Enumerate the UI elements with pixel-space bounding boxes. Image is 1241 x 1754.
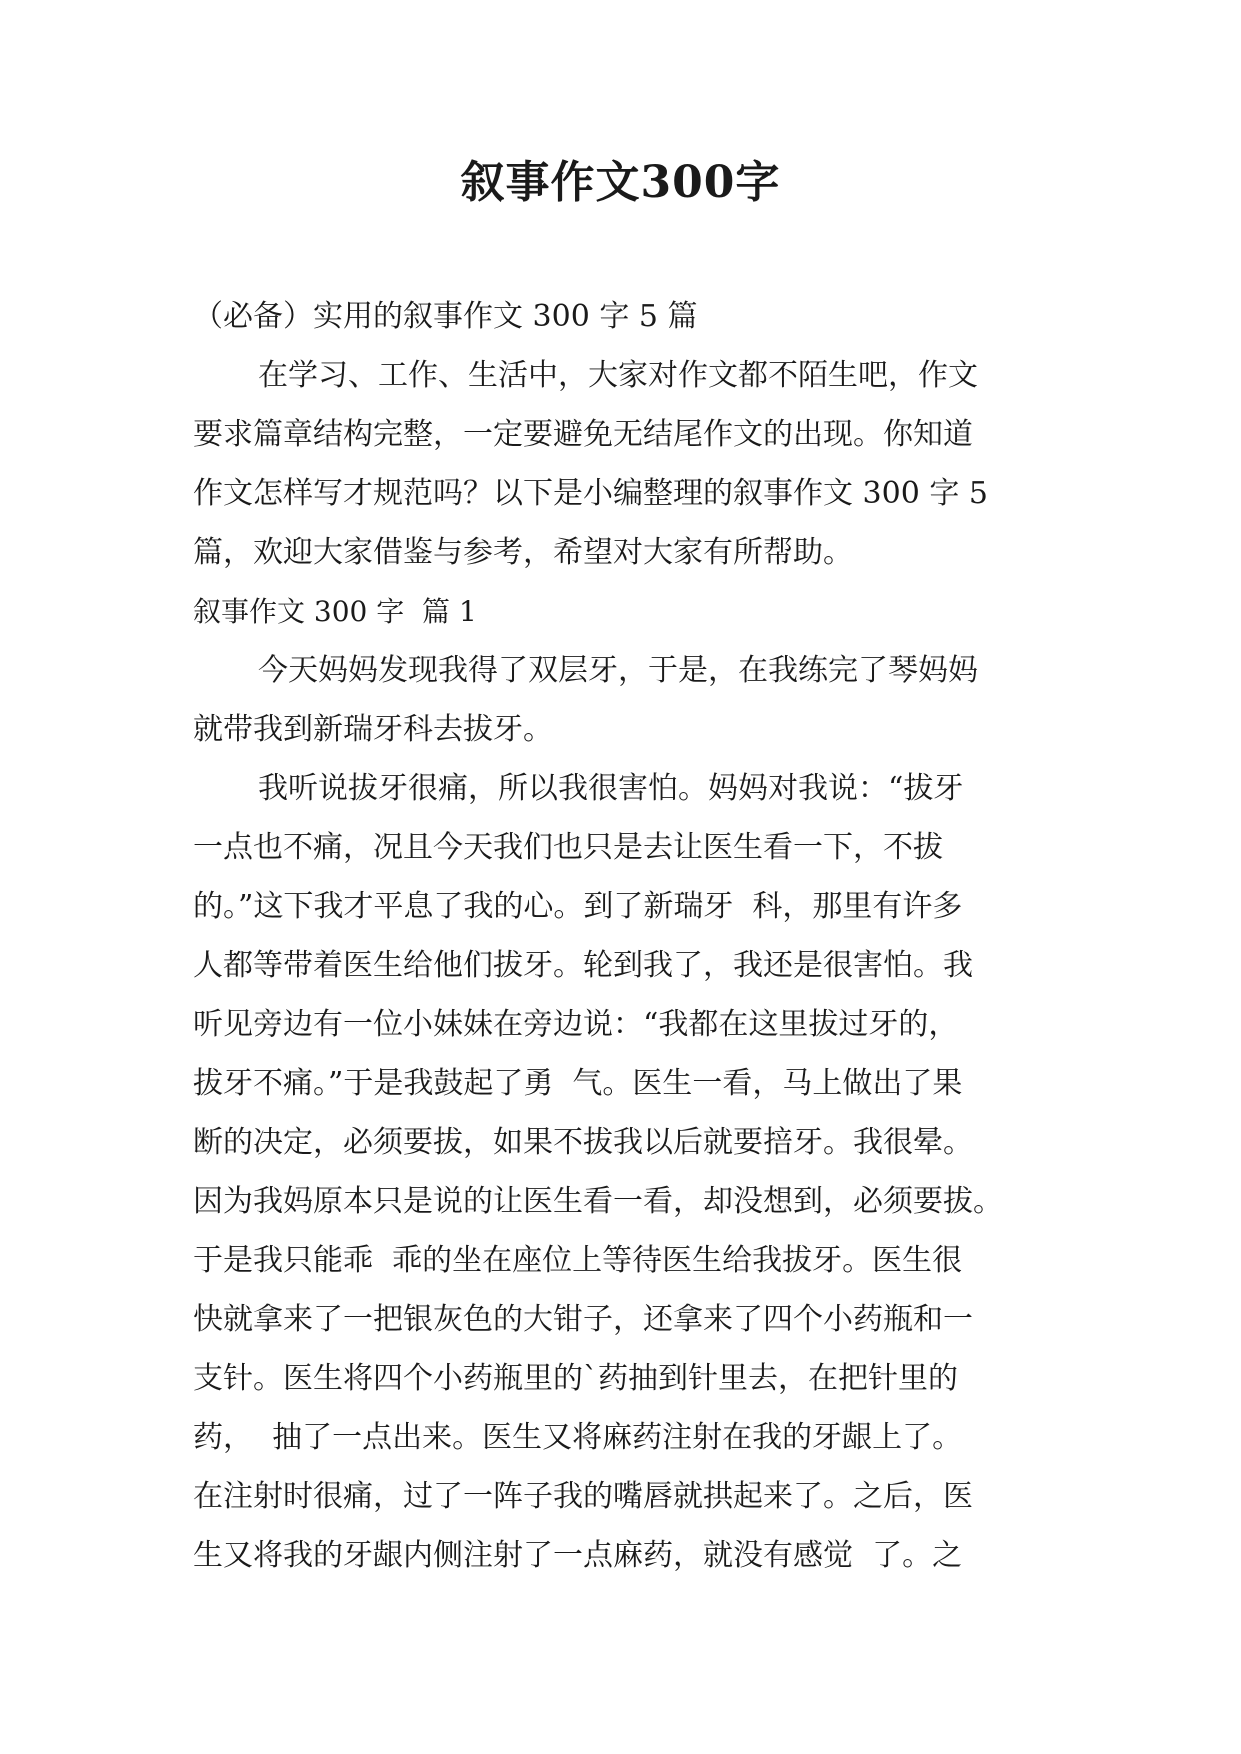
paragraph-line: 今天妈妈发现我得了双层牙，于是，在我练完了琴妈妈	[258, 653, 978, 688]
paragraph-line: 于是我只能乖 乖的坐在座位上等待医生给我拔牙。医生很	[193, 1243, 963, 1278]
paragraph-line: 断的决定，必须要拔，如果不拔我以后就要掊牙。我很晕。	[193, 1125, 973, 1160]
paragraph-line: 的。”这下我才平息了我的心。到了新瑞牙 科，那里有许多	[193, 889, 963, 924]
paragraph-line: 听见旁边有一位小妹妹在旁边说：“我都在这里拔过牙的，	[193, 1007, 959, 1042]
paragraph-line: 人都等带着医生给他们拔牙。轮到我了，我还是很害怕。我	[193, 948, 973, 983]
paragraph-line: 我听说拔牙很痛，所以我很害怕。妈妈对我说：“拔牙	[258, 771, 964, 806]
document-body	[193, 287, 1073, 1585]
document-subtitle: （必备）实用的叙事作文 300 字 5 篇	[193, 299, 698, 334]
intro-line: 在学习、工作、生活中，大家对作文都不陌生吧，作文	[258, 358, 978, 393]
paragraph-line: 因为我妈原本只是说的让医生看一看，却没想到，必须要拔。	[193, 1184, 1003, 1219]
paragraph-line: 在注射时很痛，过了一阵子我的嘴唇就拱起来了。之后，医	[193, 1479, 973, 1514]
paragraph-line: 拔牙不痛。”于是我鼓起了勇 气。医生一看，马上做出了果	[193, 1066, 963, 1101]
intro-line: 篇，欢迎大家借鉴与参考，希望对大家有所帮助。	[193, 535, 853, 570]
document-title: 叙事作文300字	[460, 157, 781, 208]
paragraph-line: 生又将我的牙龈内侧注射了一点麻药，就没有感觉 了。之	[193, 1538, 963, 1573]
intro-line: 要求篇章结构完整，一定要避免无结尾作文的出现。你知道	[193, 417, 973, 452]
intro-line: 作文怎样写才规范吗？以下是小编整理的叙事作文 300 字 5	[193, 476, 988, 511]
paragraph-line: 一点也不痛，况且今天我们也只是去让医生看一下，不拔	[193, 830, 943, 865]
paragraph-line: 支针。医生将四个小药瓶里的`药抽到针里去，在把针里的	[193, 1361, 958, 1396]
paragraph-line: 药， 抽了一点出来。医生又将麻药注射在我的牙龈上了。	[193, 1420, 963, 1455]
section-heading: 叙事作文 300 字 篇 1	[193, 595, 477, 628]
paragraph-line: 就带我到新瑞牙科去拔牙。	[193, 712, 553, 747]
paragraph-line: 快就拿来了一把银灰色的大钳子，还拿来了四个小药瓶和一	[193, 1302, 973, 1337]
